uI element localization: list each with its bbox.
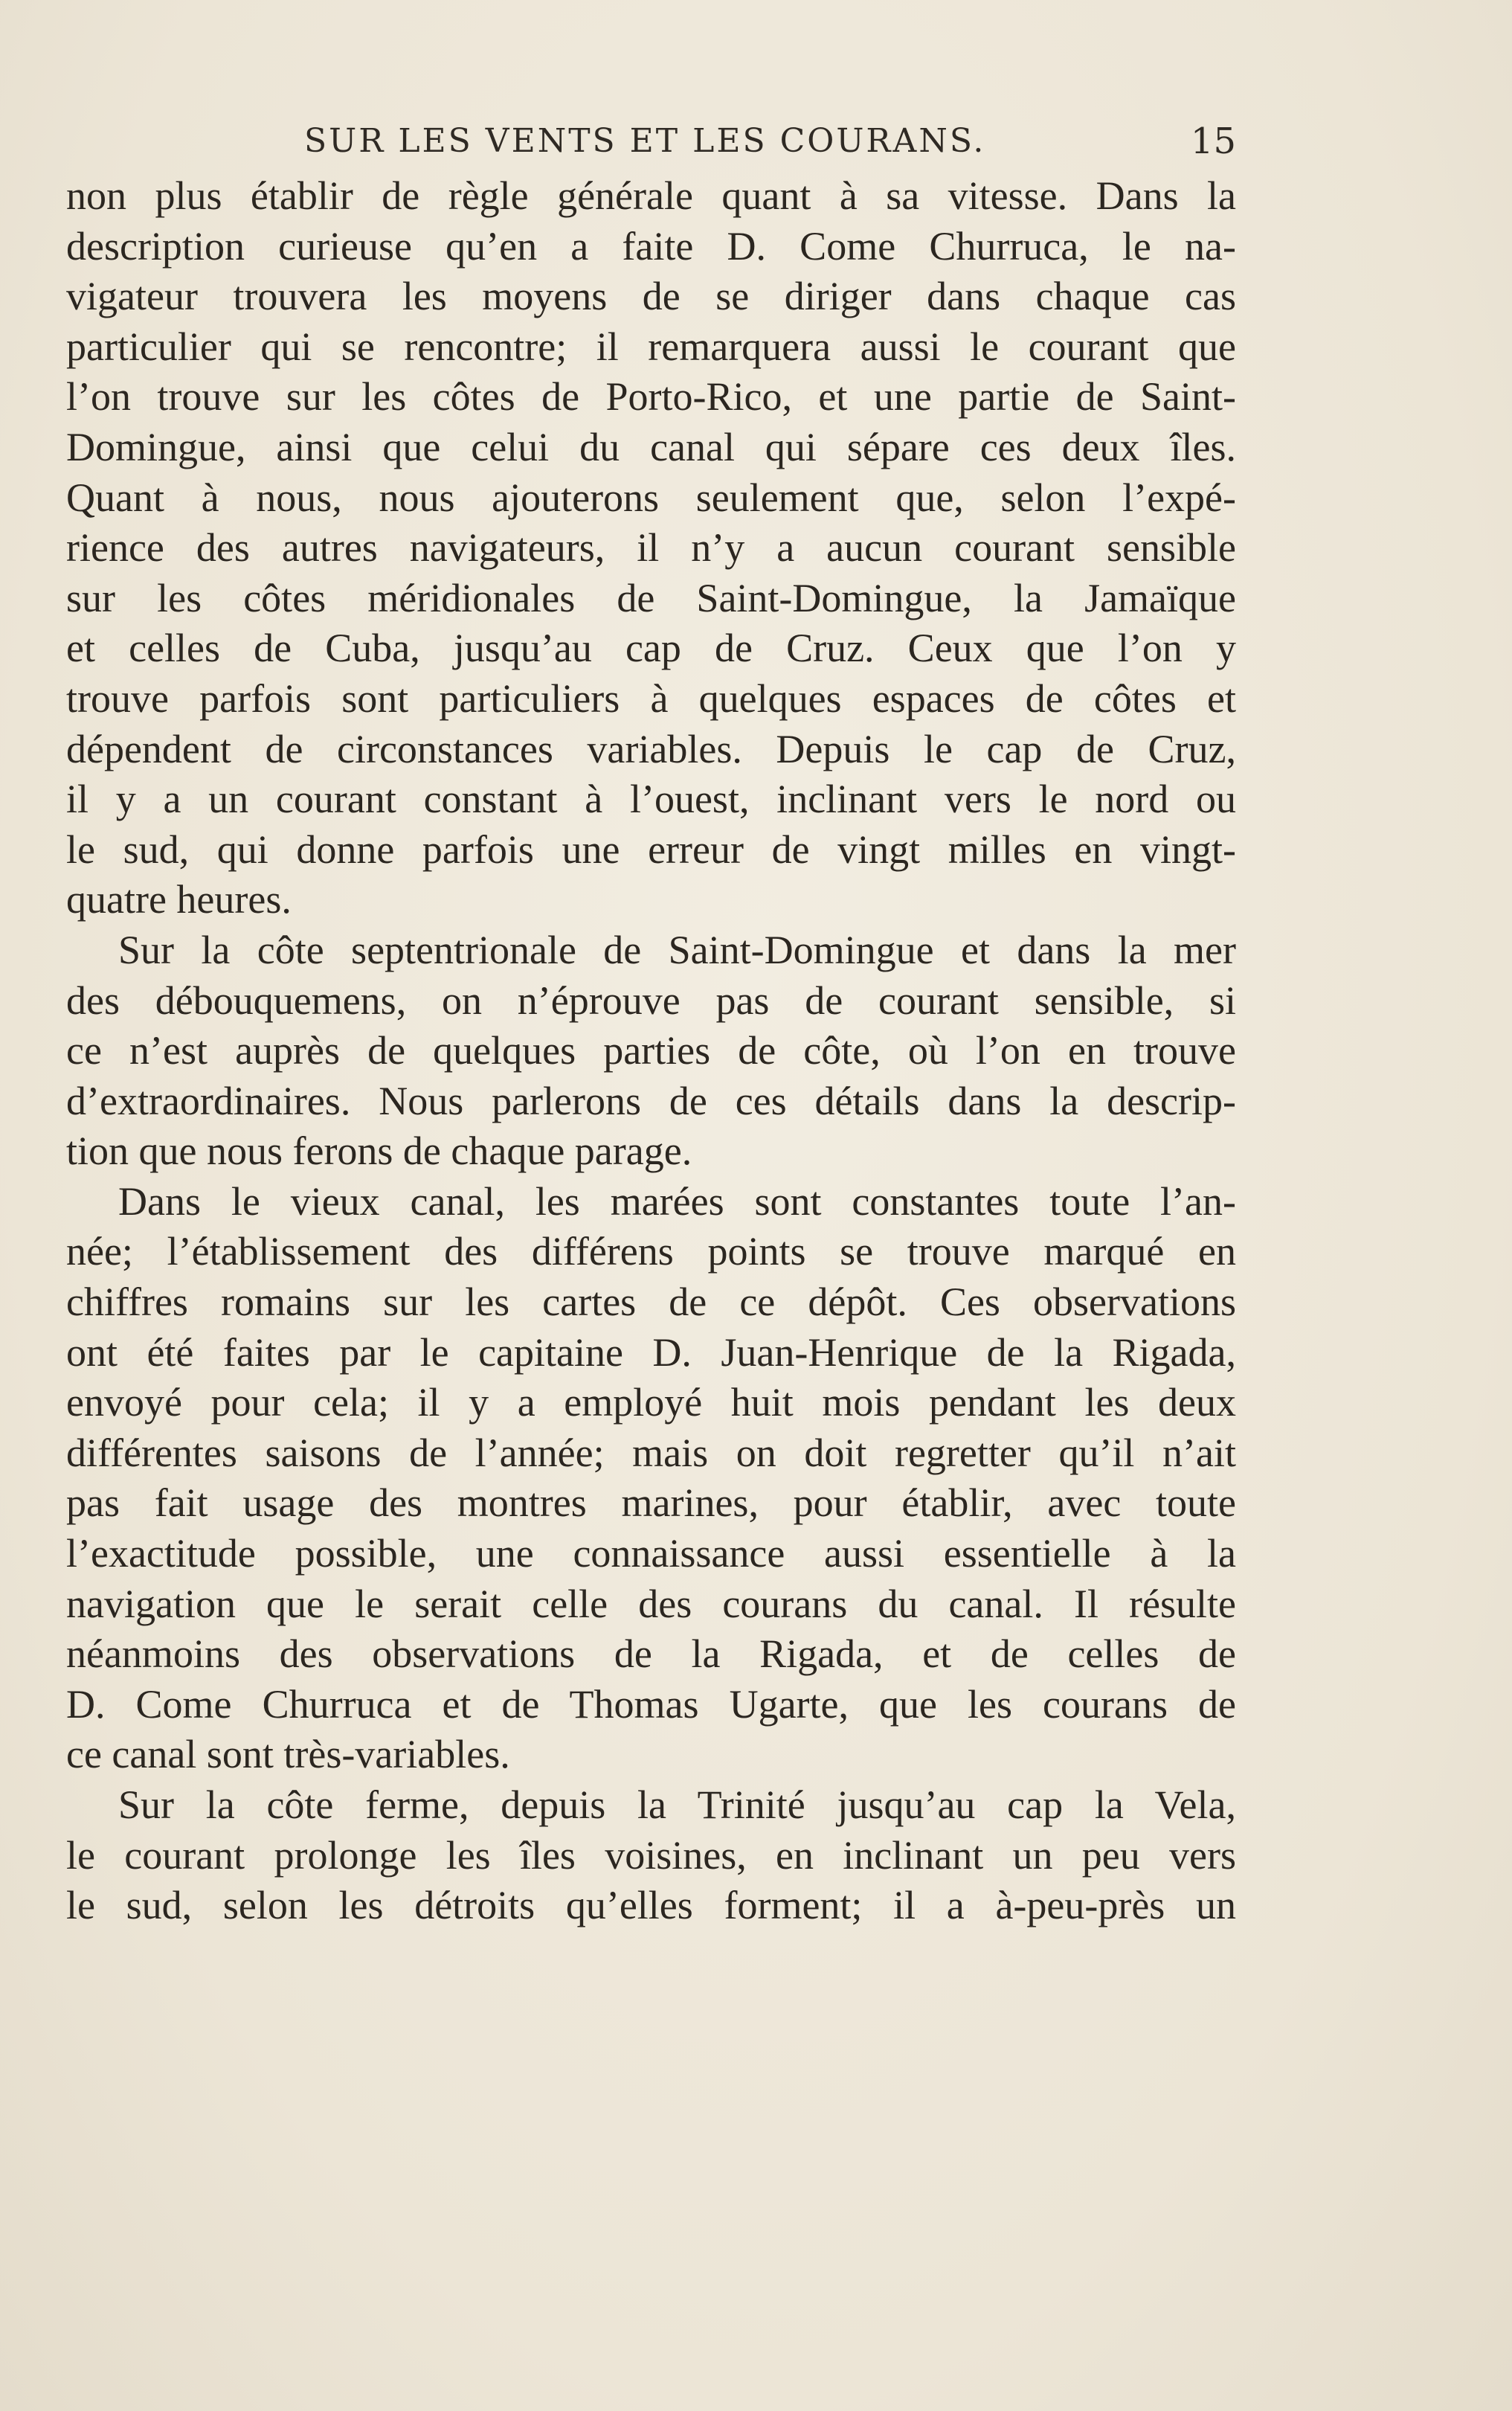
text-line: ce n’est auprès de quelques parties de côte, où l’on en trouve	[66, 1028, 1236, 1073]
text-line: le sud, qui donne parfois une erreur de vingt milles en vingt-	[66, 826, 1236, 872]
text-line: ce canal sont très-variables.	[66, 1732, 510, 1777]
text-line: et celles de Cuba, jusqu’au cap de Cruz. Ceux que l’on y	[66, 626, 1236, 671]
body-text	[66, 171, 1236, 1931]
text-line: rience des autres navigateurs, il n’y a aucun courant sensible	[66, 525, 1236, 571]
text-line: Sur la côte ferme, depuis la Trinité jusqu’au cap la Vela,	[118, 1782, 1236, 1827]
text-line: Sur la côte septentrionale de Saint-Domingue et dans la mer	[118, 927, 1236, 972]
page-header	[66, 119, 1236, 164]
text-line: l’on trouve sur les côtes de Porto-Rico, et une partie de Saint-	[66, 374, 1236, 420]
text-line: le sud, selon les détroits qu’elles forment; il a à-peu-près un	[66, 1883, 1236, 1928]
text-line: néanmoins des observations de la Rigada, et de celles de	[66, 1631, 1236, 1677]
text-line: Quant à nous, nous ajouterons seulement que, selon l’expé-	[66, 475, 1236, 520]
text-line: ont été faites par le capitaine D. Juan-Henrique de la Rigada,	[66, 1329, 1236, 1375]
text-line: tion que nous ferons de chaque parage.	[66, 1129, 692, 1174]
text-line: vigateur trouvera les moyens de se diriger dans chaque cas	[66, 274, 1236, 319]
text-line: pas fait usage des montres marines, pour établir, avec toute	[66, 1480, 1236, 1526]
text-line: il y a un courant constant à l’ouest, inclinant vers le nord ou	[66, 777, 1236, 822]
running-title: SUR LES VENTS ET LES COURANS.	[304, 122, 986, 160]
text-line: des débouquemens, on n’éprouve pas de courant sensible, si	[66, 977, 1236, 1023]
text-line: trouve parfois sont particuliers à quelques espaces de côtes et	[66, 675, 1236, 721]
text-line: D. Come Churruca et de Thomas Ugarte, que les courans de	[66, 1681, 1236, 1727]
text-line: différentes saisons de l’année; mais on doit regretter qu’il n’ait	[66, 1430, 1236, 1475]
text-line: l’exactitude possible, une connaissance aussi essentielle à la	[66, 1531, 1236, 1576]
text-line: dépendent de circonstances variables. Depuis le cap de Cruz,	[66, 726, 1236, 771]
page-number: 15	[1190, 121, 1236, 162]
text-line: particulier qui se rencontre; il remarquera aussi le courant que	[66, 324, 1236, 369]
text-line: sur les côtes méridionales de Saint-Domingue, la Jamaïque	[66, 575, 1236, 620]
text-line: d’extraordinaires. Nous parlerons de ces détails dans la descrip-	[66, 1078, 1236, 1123]
text-line: navigation que le serait celle des courans du canal. Il résulte	[66, 1581, 1236, 1626]
text-line: envoyé pour cela; il y a employé huit mois pendant les deux	[66, 1380, 1236, 1425]
text-line: Dans le vieux canal, les marées sont constantes toute l’an-	[118, 1178, 1236, 1224]
text-line: description curieuse qu’en a faite D. Come Churruca, le na-	[66, 223, 1236, 269]
text-line: quatre heures.	[66, 877, 292, 922]
text-line: chiffres romains sur les cartes de ce dépôt. Ces observations	[66, 1280, 1236, 1325]
text-line: le courant prolonge les îles voisines, en inclinant un peu vers	[66, 1832, 1236, 1878]
text-line: Domingue, ainsi que celui du canal qui sépare ces deux îles.	[66, 424, 1236, 469]
text-line: non plus établir de règle générale quant à sa vitesse. Dans la	[66, 173, 1236, 218]
text-line: née; l’établissement des différens points se trouve marqué en	[66, 1229, 1236, 1274]
